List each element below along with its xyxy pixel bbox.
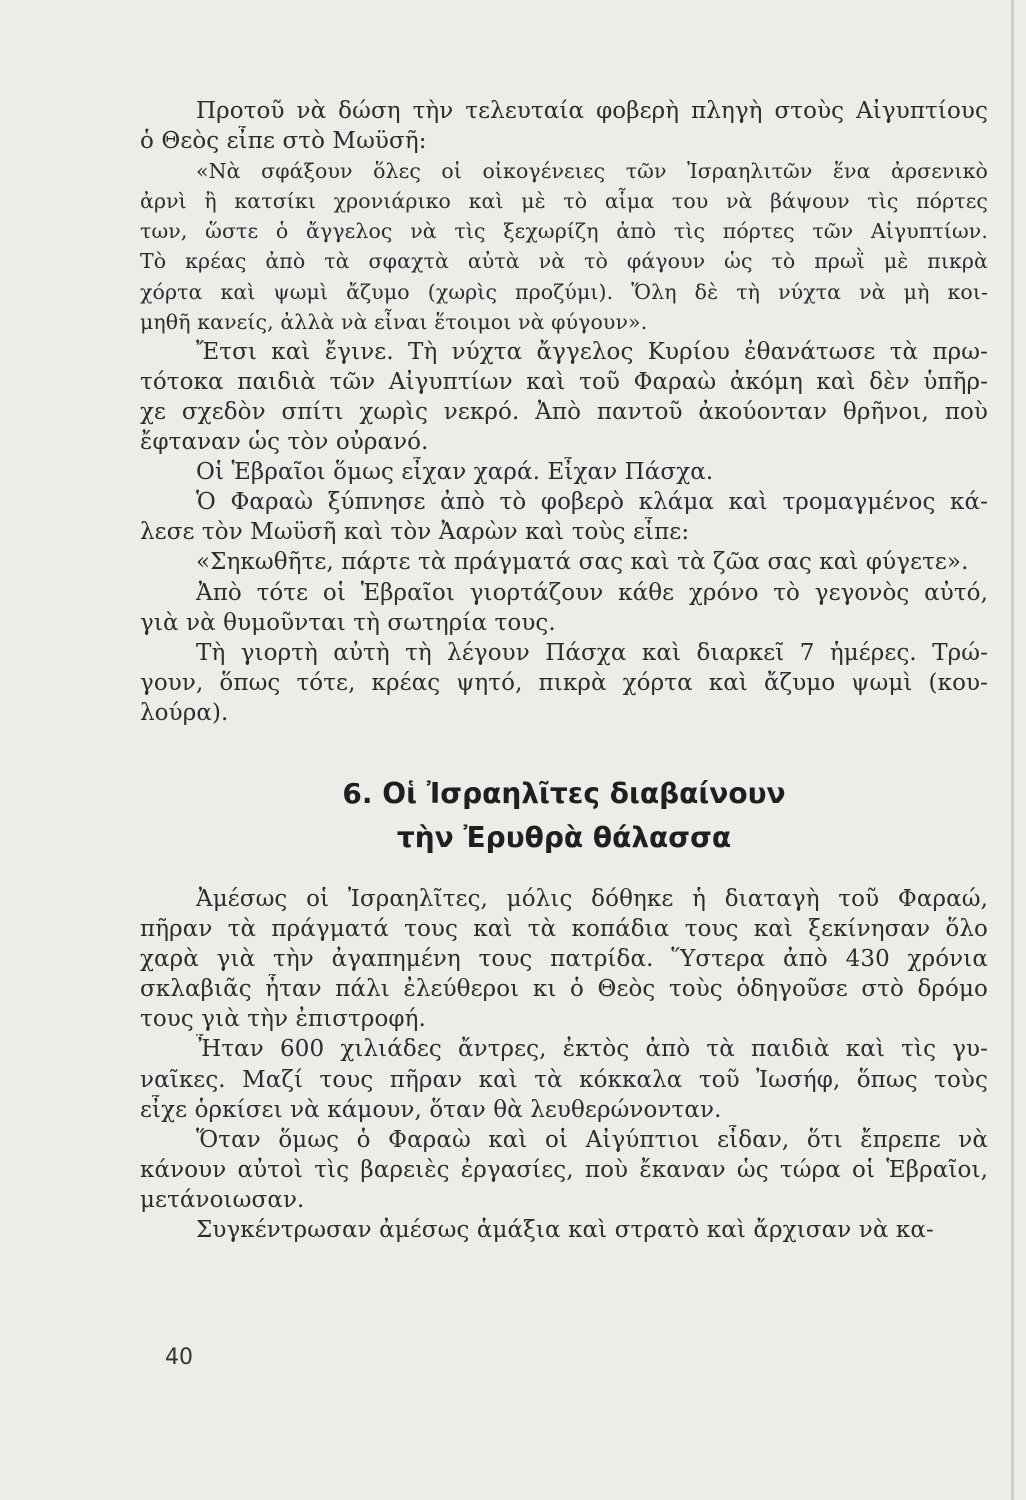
text-line: χε σχεδὸν σπίτι χωρὶς νεκρό. Ἀπὸ παντοῦ ἀκούονταν θρῆνοι, ποὺ (140, 398, 988, 425)
paragraph (140, 884, 988, 1034)
text-line: ναῖκες. Μαζί τους πῆραν καὶ τὰ κόκκαλα τοῦ Ἰωσήφ, ὅπως τοὺς (140, 1066, 988, 1093)
text-line: Προτοῦ νὰ δώση τὴν τελευταία φοβερὴ πληγὴ στοὺς Αἰγυπτίους (196, 98, 988, 124)
paragraph (140, 1215, 988, 1245)
section-heading-line-2: τὴν Ἐρυθρὰ θάλασσα (396, 820, 732, 854)
text-line: κάνουν αὐτοὶ τὶς βαρειὲς ἐργασίες, ποὺ ἔκαναν ὡς τώρα οἱ Ἑβραῖοι, (140, 1156, 988, 1183)
section-body-passover (140, 96, 988, 728)
text-line: χόρτα καὶ ψωμὶ ἄζυμο (χωρὶς προζύμι). Ὅλη δὲ τὴ νύχτα νὰ μὴ κοι- (140, 279, 988, 304)
text-line: Τὸ κρέας ἀπὸ τὰ σφαχτὰ αὐτὰ νὰ τὸ φάγουν ὡς τὸ πρωῒ μὲ πικρὰ (140, 249, 988, 274)
paragraph (140, 578, 988, 638)
text-line: εἶχε ὁρκίσει νὰ κάμουν, ὅταν θὰ λευθερώνονταν. (140, 1096, 722, 1123)
page-number: 40 (165, 1345, 193, 1370)
text-line: «Σηκωθῆτε, πάρτε τὰ πράγματά σας καὶ τὰ ζῶα σας καὶ φύγετε». (196, 549, 969, 576)
text-line: «Νὰ σφάξουν ὅλες οἱ οἰκογένειες τῶν Ἰσραηλιτῶν ἕνα ἀρσενικὸ (196, 159, 988, 184)
text-line: Ὁ Φαραὼ ξύπνησε ἀπὸ τὸ φοβερὸ κλάμα καὶ τρομαγμένος κά- (196, 489, 988, 516)
text-line: μηθῆ κανείς, ἀλλὰ νὰ εἶναι ἕτοιμοι νὰ φύγουν». (140, 309, 648, 334)
section-body-red-sea (140, 884, 988, 1245)
text-line: Ὅταν ὅμως ὁ Φαραὼ καὶ οἱ Αἰγύπτιοι εἶδαν, ὅτι ἔπρεπε νὰ (196, 1126, 988, 1153)
text-line: χαρὰ γιὰ τὴν ἀγαπημένη τους πατρίδα. Ὕστερα ἀπὸ 430 χρόνια (140, 946, 988, 973)
page-edge (1011, 0, 1014, 1500)
text-line: Ἀμέσως οἱ Ἰσραηλῖτες, μόλις δόθηκε ἡ διαταγὴ τοῦ Φαραώ, (196, 885, 988, 912)
section-heading-line-1: 6. Οἱ Ἰσραηλῖτες διαβαίνουν (342, 776, 786, 810)
text-line: Οἱ Ἑβραῖοι ὅμως εἶχαν χαρά. Εἶχαν Πάσχα. (196, 459, 714, 486)
text-line: πῆραν τὰ πράγματά τους καὶ τὰ κοπάδια τους καὶ ξεκίνησαν ὅλο (140, 916, 988, 943)
text-line: ἀρνὶ ἢ κατσίκι χρονιάρικο καὶ μὲ τὸ αἷμα του νὰ βάψουν τὶς πόρτες (140, 189, 988, 214)
text-line: γουν, ὅπως τότε, κρέας ψητό, πικρὰ χόρτα καὶ ἄζυμο ψωμὶ (κου- (140, 669, 988, 696)
text-line: των, ὥστε ὁ ἄγγελος νὰ τὶς ξεχωρίζη ἀπὸ τὶς πόρτες τῶν Αἰγυπτίων. (140, 219, 988, 244)
paragraph (140, 156, 988, 337)
page-text (140, 96, 988, 1245)
text-line: Ἔτσι καὶ ἔγινε. Τὴ νύχτα ἄγγελος Κυρίου ἐθανάτωσε τὰ πρω- (196, 338, 988, 365)
text-line: Ἦταν 600 χιλιάδες ἄντρες, ἐκτὸς ἀπὸ τὰ παιδιὰ καὶ τὶς γυ- (196, 1036, 988, 1063)
text-line: τότοκα παιδιὰ τῶν Αἰγυπτίων καὶ τοῦ Φαραὼ ἀκόμη καὶ δὲν ὑπῆρ- (140, 368, 988, 395)
text-line: Συγκέντρωσαν ἀμέσως ἁμάξια καὶ στρατὸ καὶ ἄρχισαν νὰ κα- (196, 1217, 934, 1243)
paragraph (140, 638, 988, 728)
paragraph (140, 457, 988, 487)
text-line: Ἀπὸ τότε οἱ Ἑβραῖοι γιορτάζουν κάθε χρόνο τὸ γεγονὸς αὐτό, (196, 579, 988, 606)
paragraph (140, 1125, 988, 1215)
text-line: ὁ Θεὸς εἶπε στὸ Μωϋσῆ: (140, 128, 427, 155)
text-line: ἔφταναν ὡς τὸν οὐρανό. (140, 429, 429, 456)
paragraph (140, 1034, 988, 1124)
text-line: λεσε τὸν Μωϋσῆ καὶ τὸν Ἀαρὼν καὶ τοὺς εἶπε: (140, 519, 690, 546)
text-line: σκλαβιᾶς ἦταν πάλι ἐλεύθεροι κι ὁ Θεὸς τοὺς ὁδηγοῦσε στὸ δρόμο (140, 976, 988, 1003)
text-line: λούρα). (140, 699, 229, 726)
section-heading (140, 772, 988, 860)
paragraph (140, 337, 988, 457)
text-line: Τὴ γιορτὴ αὐτὴ τὴ λέγουν Πάσχα καὶ διαρκεῖ 7 ἡμέρες. Τρώ- (196, 639, 988, 666)
paragraph (140, 487, 988, 547)
paragraph (140, 547, 988, 577)
text-line: γιὰ νὰ θυμοῦνται τὴ σωτηρία τους. (140, 609, 556, 636)
paragraph (140, 96, 988, 156)
text-line: τους γιὰ τὴν ἐπιστροφή. (140, 1006, 426, 1033)
text-line: μετάνοιωσαν. (140, 1186, 305, 1213)
